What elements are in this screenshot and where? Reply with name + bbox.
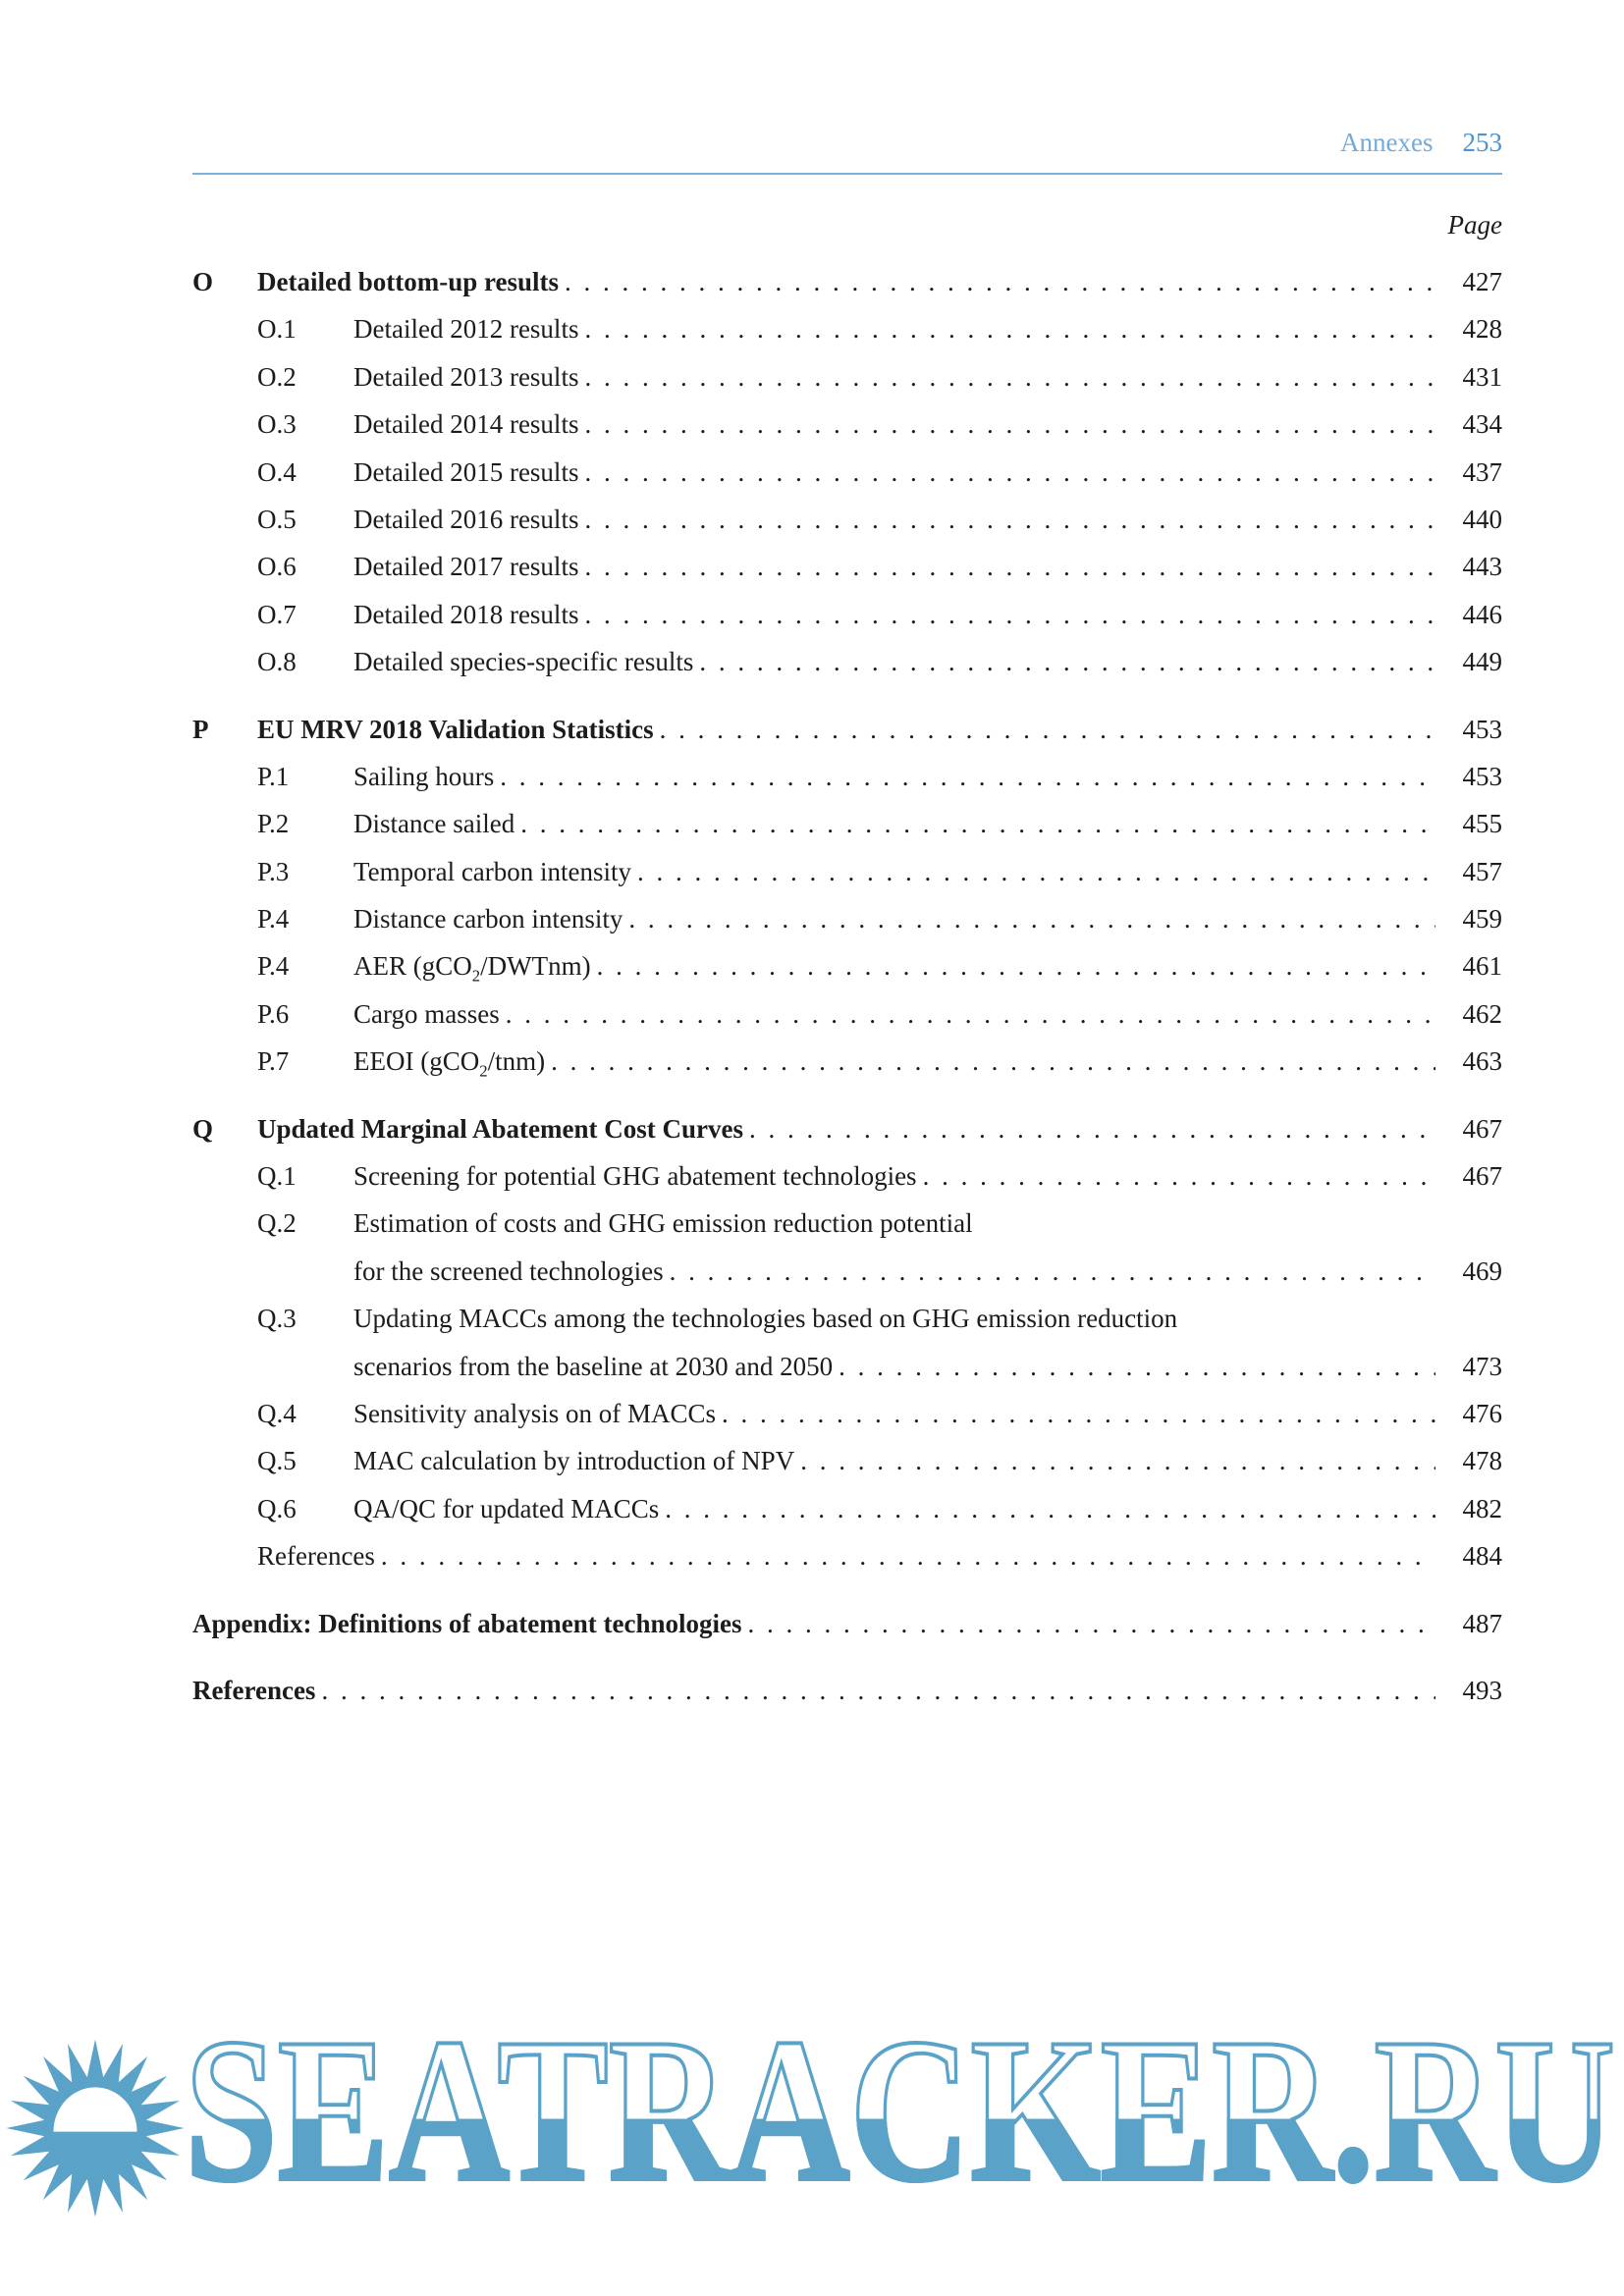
toc-entry-title: Sensitivity analysis on of MACCs <box>353 1398 717 1428</box>
toc-entry-page: 446 <box>1462 599 1502 629</box>
toc-row <box>192 263 1502 310</box>
toc-entry-title: scenarios from the baseline at 2030 and 2050 <box>353 1351 834 1381</box>
toc-entry-number: Q.5 <box>257 1446 297 1476</box>
toc-row <box>192 1300 1502 1347</box>
toc-row <box>192 853 1502 900</box>
toc-entry-title: Appendix: Definitions of abatement technologies <box>192 1608 742 1638</box>
toc-entry-number: O.1 <box>257 314 297 345</box>
dot-leader <box>748 1605 1436 1643</box>
toc-entry-page: 457 <box>1462 856 1502 886</box>
dot-leader <box>722 1395 1435 1433</box>
toc-row <box>192 1348 1502 1395</box>
dot-leader <box>584 405 1435 444</box>
toc-entry-title: Sailing hours <box>353 761 495 791</box>
toc-entry-page: 440 <box>1462 504 1502 534</box>
toc-row <box>192 405 1502 453</box>
toc-entry-page: 467 <box>1462 1113 1502 1144</box>
header-rule <box>192 173 1502 175</box>
toc-row <box>192 947 1502 994</box>
toc-row <box>192 501 1502 548</box>
toc-entry-page: 453 <box>1462 714 1502 744</box>
toc-row <box>192 1204 1502 1252</box>
dot-leader <box>584 358 1435 397</box>
toc-entry-title: AER (gCO$_2$/DWTnm) <box>353 951 591 986</box>
dot-leader <box>637 853 1435 891</box>
toc-entry-title: Temporal carbon intensity <box>353 856 632 886</box>
dot-leader <box>520 805 1435 843</box>
toc-row <box>192 596 1502 643</box>
toc-entry-page: 428 <box>1462 314 1502 345</box>
dot-leader <box>628 900 1435 938</box>
toc-row <box>192 995 1502 1042</box>
toc-entry-page: 427 <box>1462 267 1502 296</box>
toc-entry-page: 431 <box>1462 361 1502 392</box>
toc-entry-number: P.7 <box>257 1046 290 1077</box>
dot-leader <box>839 1348 1435 1386</box>
toc-entry-page: 453 <box>1462 761 1502 791</box>
toc-entry-page: 462 <box>1462 998 1502 1029</box>
dot-leader <box>923 1157 1435 1196</box>
toc-row <box>192 900 1502 947</box>
toc-entry-number: P.1 <box>257 761 290 791</box>
toc-section-letter: P <box>192 714 209 744</box>
toc-entry-title: Distance carbon intensity <box>353 904 623 934</box>
toc-entry-page: 478 <box>1462 1446 1502 1476</box>
toc-entry-number: O.2 <box>257 361 297 392</box>
page-column-label: Page <box>1447 210 1502 240</box>
toc-row <box>192 758 1502 805</box>
toc-entry-number: Q.1 <box>257 1161 297 1192</box>
dot-leader <box>749 1110 1435 1148</box>
toc-entry-page: 449 <box>1462 647 1502 677</box>
toc-entry-title: Distance sailed <box>353 809 515 839</box>
toc-entry-page: 484 <box>1462 1541 1502 1572</box>
toc-row <box>192 548 1502 595</box>
toc-entry-page: 469 <box>1462 1255 1502 1286</box>
toc-row <box>192 1110 1502 1157</box>
toc-entry-page: 434 <box>1462 409 1502 440</box>
toc-entry-title: Detailed species-specific results <box>353 647 694 677</box>
toc-entry-title: EU MRV 2018 Validation Statistics <box>257 714 654 744</box>
toc-entry-number: Q.3 <box>257 1304 297 1334</box>
dot-leader <box>584 548 1435 586</box>
toc-entry-page: 473 <box>1462 1351 1502 1381</box>
toc-row <box>192 1672 1502 1719</box>
toc-entry-number: P.3 <box>257 856 290 886</box>
toc-entry-title: Detailed 2012 results <box>353 314 579 345</box>
toc-entry-page: 463 <box>1462 1046 1502 1077</box>
watermark-text: SEATRACKER.RU <box>185 1997 1616 2224</box>
table-of-contents <box>192 263 1502 1719</box>
toc-entry-title: Detailed 2013 results <box>353 361 579 392</box>
toc-entry-title: Detailed 2017 results <box>353 552 579 582</box>
toc-row <box>192 1442 1502 1489</box>
dot-leader <box>597 947 1435 986</box>
dot-leader <box>551 1042 1435 1081</box>
dot-leader <box>584 501 1435 539</box>
toc-entry-number: O.5 <box>257 504 297 534</box>
toc-row <box>192 454 1502 501</box>
toc-entry-number: P.4 <box>257 951 290 982</box>
toc-row <box>192 643 1502 690</box>
toc-entry-number: O.6 <box>257 552 297 582</box>
toc-entry-number: P.2 <box>257 809 290 839</box>
toc-entry-title: QA/QC for updated MACCs <box>353 1493 660 1523</box>
toc-entry-number: O.7 <box>257 599 297 629</box>
toc-row <box>192 805 1502 852</box>
toc-entry-number: P.6 <box>257 998 290 1029</box>
toc-entry-title: References <box>192 1675 316 1705</box>
toc-entry-title: Screening for potential GHG abatement technologies <box>353 1161 917 1192</box>
toc-entry-title: EEOI (gCO$_2$/tnm) <box>353 1046 546 1081</box>
toc-entry-title: Detailed 2018 results <box>353 599 579 629</box>
watermark <box>0 1997 1624 2296</box>
dot-leader <box>800 1442 1435 1480</box>
toc-entry-page: 493 <box>1462 1675 1502 1705</box>
toc-row <box>192 310 1502 357</box>
toc-entry-title: Detailed 2016 results <box>353 504 579 534</box>
toc-entry-title: Detailed bottom-up results <box>257 267 559 296</box>
toc-entry-title: MAC calculation by introduction of NPV <box>353 1446 795 1476</box>
sun-logo-icon <box>2 2029 189 2227</box>
toc-entry-page: 476 <box>1462 1398 1502 1428</box>
toc-row <box>192 1042 1502 1090</box>
toc-entry-page: 467 <box>1462 1161 1502 1192</box>
toc-row <box>192 1490 1502 1537</box>
dot-leader <box>660 711 1435 749</box>
dot-leader <box>665 1490 1435 1528</box>
toc-entry-page: 443 <box>1462 552 1502 582</box>
dot-leader <box>699 643 1435 681</box>
toc-entry-title: Detailed 2014 results <box>353 409 579 440</box>
toc-entry-title: Updating MACCs among the technologies based on GHG emission reduction <box>353 1304 1178 1334</box>
toc-entry-number: O.8 <box>257 647 297 677</box>
dot-leader <box>584 454 1435 492</box>
toc-entry-page: 455 <box>1462 809 1502 839</box>
toc-entry-title: References <box>257 1541 375 1572</box>
toc-row <box>192 1605 1502 1652</box>
toc-entry-page: 487 <box>1462 1608 1502 1638</box>
header-section-title: Annexes <box>1340 128 1434 157</box>
toc-row <box>192 1395 1502 1442</box>
dot-leader <box>670 1253 1435 1291</box>
toc-entry-page: 459 <box>1462 904 1502 934</box>
dot-leader <box>381 1537 1435 1575</box>
toc-entry-title: Detailed 2015 results <box>353 456 579 487</box>
toc-entry-title: Estimation of costs and GHG emission reduction potential <box>353 1208 973 1239</box>
toc-row <box>192 1537 1502 1584</box>
dot-leader <box>321 1672 1435 1710</box>
dot-leader <box>506 995 1435 1034</box>
toc-row <box>192 358 1502 405</box>
header-page-number: 253 <box>1462 128 1502 157</box>
toc-row <box>192 1253 1502 1300</box>
toc-entry-title: for the screened technologies <box>353 1255 664 1286</box>
dot-leader <box>500 758 1435 796</box>
toc-entry-page: 437 <box>1462 456 1502 487</box>
toc-entry-number: P.4 <box>257 904 290 934</box>
toc-entry-number: Q.2 <box>257 1208 297 1239</box>
toc-entry-page: 482 <box>1462 1493 1502 1523</box>
toc-section-letter: O <box>192 267 214 296</box>
running-header <box>192 126 1502 159</box>
toc-entry-title: Updated Marginal Abatement Cost Curves <box>257 1113 743 1144</box>
dot-leader <box>584 596 1435 634</box>
toc-section-letter: Q <box>192 1113 214 1144</box>
toc-entry-number: Q.6 <box>257 1493 297 1523</box>
toc-entry-page: 461 <box>1462 951 1502 982</box>
toc-entry-number: O.3 <box>257 409 297 440</box>
dot-leader <box>565 263 1435 301</box>
toc-entry-title: Cargo masses <box>353 998 500 1029</box>
toc-row <box>192 1157 1502 1204</box>
toc-entry-number: Q.4 <box>257 1398 297 1428</box>
toc-entry-number: O.4 <box>257 456 297 487</box>
toc-row <box>192 711 1502 758</box>
dot-leader <box>584 310 1435 348</box>
